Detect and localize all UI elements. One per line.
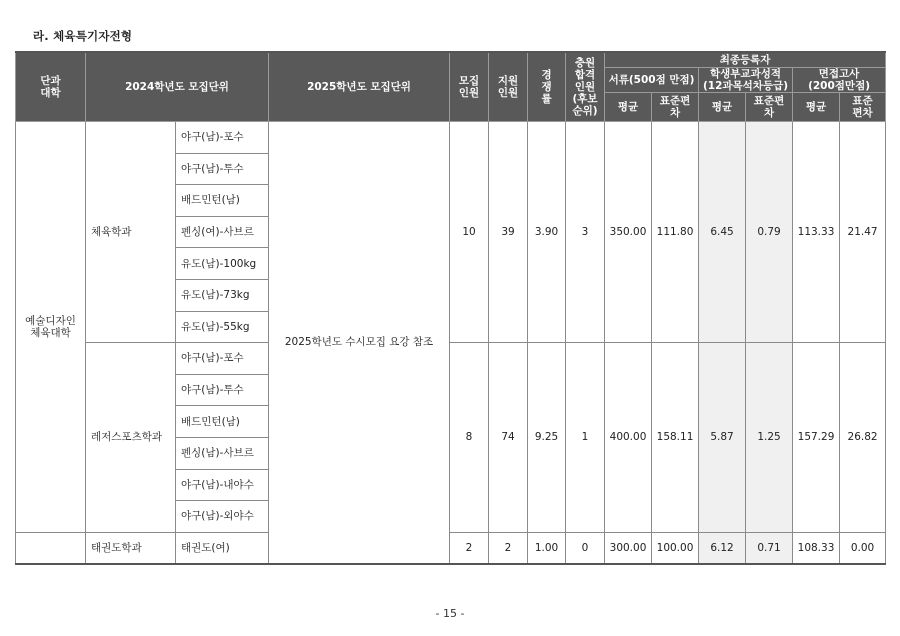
- subunit-cell: 펜싱(여)-사브르: [176, 216, 269, 248]
- additional-cell: 1: [566, 343, 605, 533]
- header-gpa-avg: 평균: [699, 93, 746, 122]
- subunit-cell: 야구(남)-투수: [176, 153, 269, 185]
- doc-std-cell: 111.80: [652, 122, 699, 343]
- table-row: [16, 122, 886, 154]
- header-final: 최종등록자: [605, 52, 886, 68]
- ratio-cell: 1.00: [528, 532, 566, 564]
- table-row: [16, 343, 886, 375]
- int-avg-cell: 113.33: [793, 122, 840, 343]
- doc-avg-cell: 300.00: [605, 532, 652, 564]
- subunit-cell: 배드민턴(남): [176, 185, 269, 217]
- additional-cell: 3: [566, 122, 605, 343]
- doc-std-cell: 100.00: [652, 532, 699, 564]
- header-doc-std: 표준편 차: [652, 93, 699, 122]
- applicants-cell: 74: [489, 343, 528, 533]
- ratio-cell: 3.90: [528, 122, 566, 343]
- header-quota: 모집 인원: [450, 52, 489, 122]
- table-header: [16, 52, 886, 122]
- gpa-std-cell: 0.71: [746, 532, 793, 564]
- header-gpa: 학생부교과성적 (12과목석차등급): [699, 68, 793, 93]
- doc-std-cell: 158.11: [652, 343, 699, 533]
- header-college: 단과 대학: [16, 52, 86, 122]
- applicants-cell: 39: [489, 122, 528, 343]
- header-additional: 충원 합격 인원 (후보 순위): [566, 52, 605, 122]
- header-int-avg: 평균: [793, 93, 840, 122]
- subunit-cell: 야구(남)-외야수: [176, 501, 269, 533]
- int-std-cell: 21.47: [840, 122, 886, 343]
- header-doc: 서류(500점 만점): [605, 68, 699, 93]
- college-cell-empty: [16, 532, 86, 564]
- subunit-cell: 야구(남)-투수: [176, 374, 269, 406]
- gpa-std-cell: 1.25: [746, 343, 793, 533]
- college-cell: 예술디자인 체육대학: [16, 122, 86, 533]
- subunit-cell: 유도(남)-55kg: [176, 311, 269, 343]
- subunit-cell: 유도(남)-100kg: [176, 248, 269, 280]
- subunit-cell: 야구(남)-포수: [176, 122, 269, 154]
- major-cell: 레저스포츠학과: [86, 343, 176, 533]
- admission-results-table: [15, 51, 886, 565]
- ratio-cell: 9.25: [528, 343, 566, 533]
- gpa-avg-cell: 6.12: [699, 532, 746, 564]
- additional-cell: 0: [566, 532, 605, 564]
- header-gpa-std: 표준편 차: [746, 93, 793, 122]
- header-interview: 면접고사 (200점만점): [793, 68, 886, 93]
- subunit-cell: 야구(남)-내야수: [176, 469, 269, 501]
- applicants-cell: 2: [489, 532, 528, 564]
- major-cell: 체육학과: [86, 122, 176, 343]
- subunit-cell: 유도(남)-73kg: [176, 279, 269, 311]
- subunit-cell: 야구(남)-포수: [176, 343, 269, 375]
- page-number: - 15 -: [435, 607, 465, 620]
- doc-avg-cell: 400.00: [605, 343, 652, 533]
- gpa-avg-cell: 5.87: [699, 343, 746, 533]
- header-doc-avg: 평균: [605, 93, 652, 122]
- int-std-cell: 0.00: [840, 532, 886, 564]
- header-ratio: 경 쟁 률: [528, 52, 566, 122]
- major-cell: 태권도학과: [86, 532, 176, 564]
- unit-2025-cell: 2025학년도 수시모집 요강 참조: [269, 122, 450, 564]
- header-int-std: 표준 편차: [840, 93, 886, 122]
- table-row: [16, 532, 886, 564]
- subunit-cell: 배드민턴(남): [176, 406, 269, 438]
- quota-cell: 10: [450, 122, 489, 343]
- header-applicants: 지원 인원: [489, 52, 528, 122]
- int-std-cell: 26.82: [840, 343, 886, 533]
- subunit-cell: 태권도(여): [176, 532, 269, 564]
- quota-cell: 2: [450, 532, 489, 564]
- subunit-cell: 펜싱(남)-사브르: [176, 437, 269, 469]
- int-avg-cell: 108.33: [793, 532, 840, 564]
- gpa-avg-cell: 6.45: [699, 122, 746, 343]
- section-title: 라. 체육특기자전형: [33, 29, 133, 43]
- int-avg-cell: 157.29: [793, 343, 840, 533]
- header-unit-2024: 2024학년도 모집단위: [86, 52, 269, 122]
- doc-avg-cell: 350.00: [605, 122, 652, 343]
- header-unit-2025: 2025학년도 모집단위: [269, 52, 450, 122]
- gpa-std-cell: 0.79: [746, 122, 793, 343]
- table-body: [16, 122, 886, 564]
- quota-cell: 8: [450, 343, 489, 533]
